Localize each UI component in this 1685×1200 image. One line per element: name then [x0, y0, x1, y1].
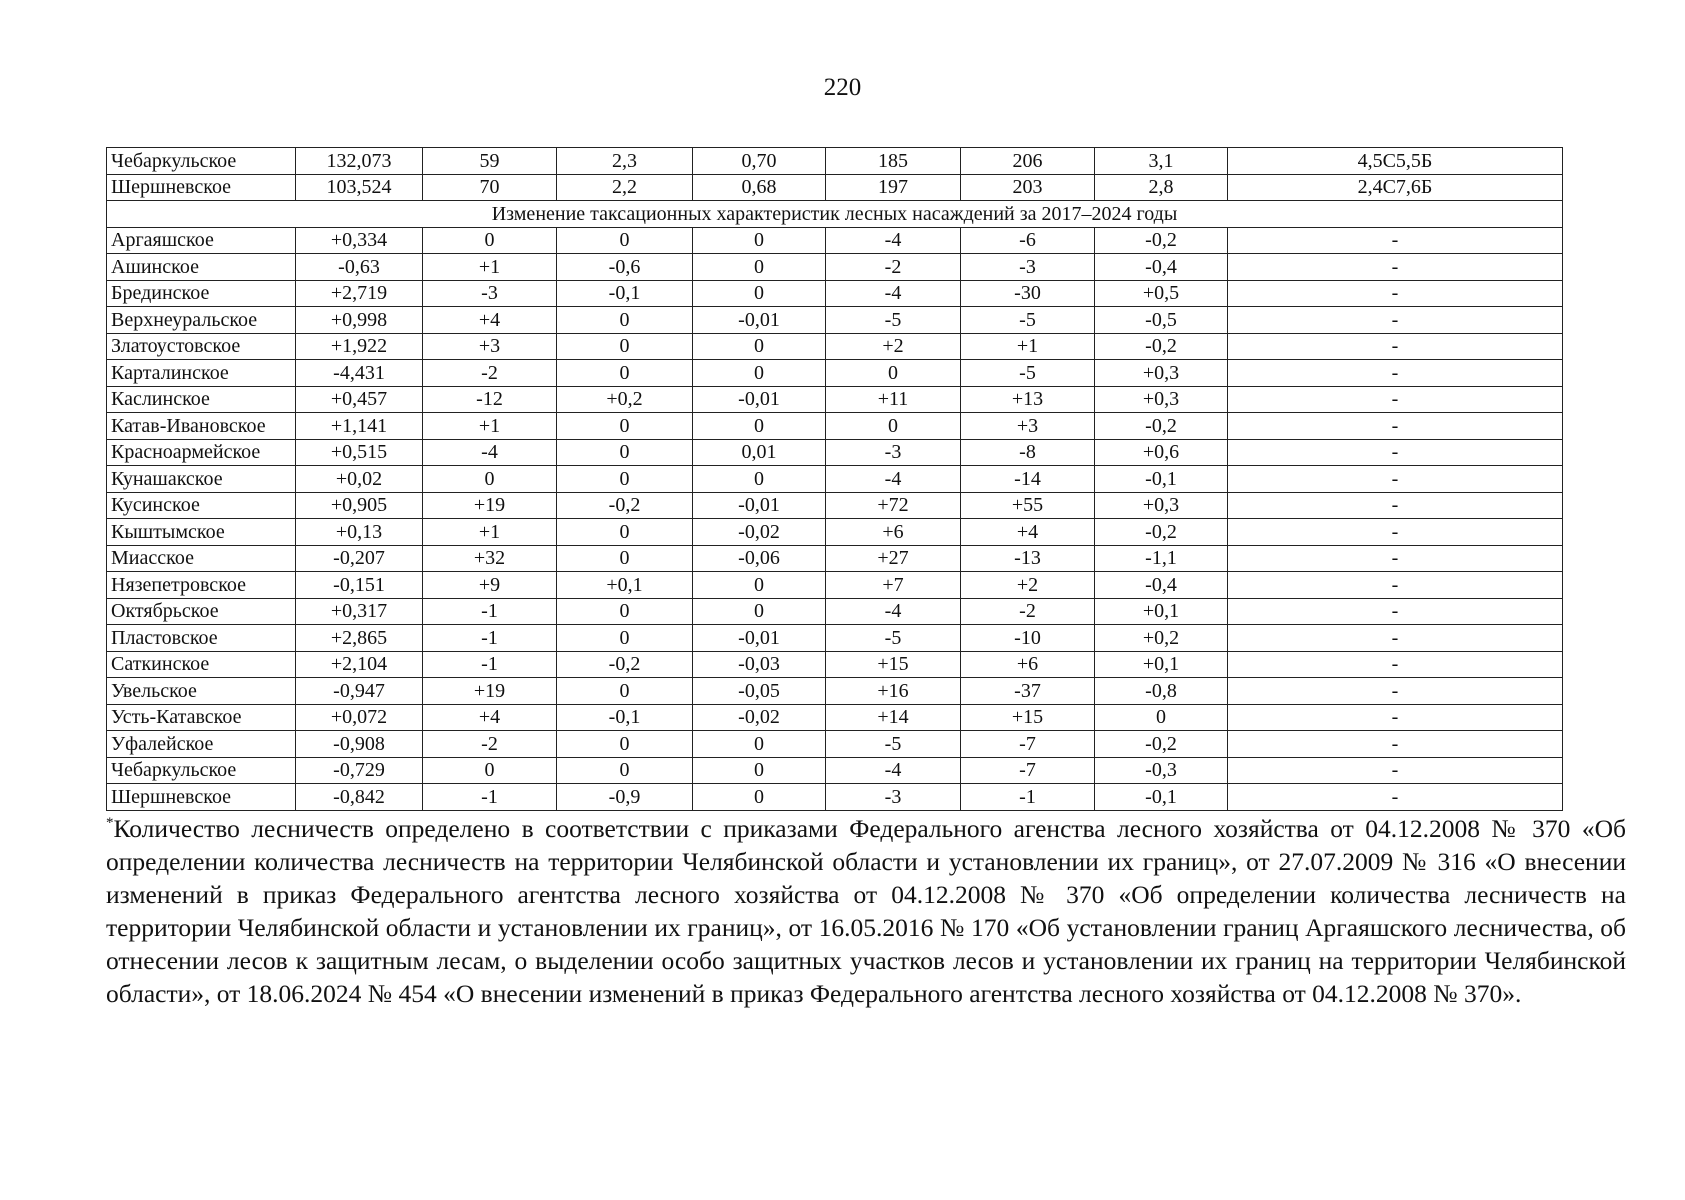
value-cell: -0,02 — [693, 519, 826, 546]
value-cell: - — [1228, 784, 1563, 811]
value-cell: - — [1228, 254, 1563, 281]
value-cell: -2 — [961, 598, 1095, 625]
value-cell: -14 — [961, 466, 1095, 493]
value-cell: 197 — [826, 174, 961, 201]
value-cell: - — [1228, 492, 1563, 519]
value-cell: -0,151 — [296, 572, 423, 599]
value-cell: +0,1 — [557, 572, 693, 599]
section-row — [107, 201, 1563, 228]
value-cell: +0,072 — [296, 704, 423, 731]
value-cell: 0 — [1095, 704, 1228, 731]
forestry-name-cell: Шершневское — [107, 784, 296, 811]
value-cell: +0,1 — [1095, 598, 1228, 625]
value-cell: -12 — [423, 386, 557, 413]
value-cell: 185 — [826, 148, 961, 175]
value-cell: -0,2 — [1095, 227, 1228, 254]
value-cell: - — [1228, 678, 1563, 705]
value-cell: -4 — [826, 227, 961, 254]
section-title: Изменение таксационных характеристик лесных насаждений за 2017–2024 годы — [107, 201, 1563, 228]
value-cell: 206 — [961, 148, 1095, 175]
value-cell: 132,073 — [296, 148, 423, 175]
value-cell: -5 — [826, 731, 961, 758]
value-cell: -7 — [961, 757, 1095, 784]
value-cell: -0,2 — [1095, 519, 1228, 546]
value-cell: +0,02 — [296, 466, 423, 493]
value-cell: - — [1228, 545, 1563, 572]
table-row — [107, 227, 1563, 254]
value-cell: -30 — [961, 280, 1095, 307]
table-row — [107, 519, 1563, 546]
value-cell: -0,4 — [1095, 572, 1228, 599]
table-row — [107, 731, 1563, 758]
value-cell: +72 — [826, 492, 961, 519]
table-row — [107, 439, 1563, 466]
value-cell: 0 — [557, 678, 693, 705]
forestry-name-cell: Увельское — [107, 678, 296, 705]
table-row — [107, 466, 1563, 493]
value-cell: -0,2 — [1095, 333, 1228, 360]
value-cell: -3 — [961, 254, 1095, 281]
value-cell: 0 — [557, 466, 693, 493]
forestry-name-cell: Каслинское — [107, 386, 296, 413]
value-cell: +4 — [961, 519, 1095, 546]
table-row — [107, 307, 1563, 334]
value-cell: -13 — [961, 545, 1095, 572]
value-cell: 0 — [557, 227, 693, 254]
forestry-name-cell: Чебаркульское — [107, 757, 296, 784]
value-cell: 103,524 — [296, 174, 423, 201]
value-cell: +1 — [423, 413, 557, 440]
value-cell: +19 — [423, 492, 557, 519]
table-row — [107, 678, 1563, 705]
table-row — [107, 492, 1563, 519]
value-cell: +4 — [423, 307, 557, 334]
forestry-name-cell: Кунашакское — [107, 466, 296, 493]
value-cell: -7 — [961, 731, 1095, 758]
value-cell: 59 — [423, 148, 557, 175]
value-cell: +0,2 — [557, 386, 693, 413]
value-cell: -2 — [423, 360, 557, 387]
forestry-name-cell: Красноармейское — [107, 439, 296, 466]
value-cell: 0,01 — [693, 439, 826, 466]
value-cell: +6 — [826, 519, 961, 546]
value-cell: +14 — [826, 704, 961, 731]
value-cell: -0,03 — [693, 651, 826, 678]
value-cell: +0,998 — [296, 307, 423, 334]
value-cell: 2,8 — [1095, 174, 1228, 201]
value-cell: -0,947 — [296, 678, 423, 705]
value-cell: +55 — [961, 492, 1095, 519]
forestry-name-cell: Ашинское — [107, 254, 296, 281]
value-cell: - — [1228, 572, 1563, 599]
value-cell: -1 — [423, 598, 557, 625]
table-row — [107, 148, 1563, 175]
table-row — [107, 545, 1563, 572]
value-cell: - — [1228, 227, 1563, 254]
value-cell: 0,68 — [693, 174, 826, 201]
value-cell: - — [1228, 386, 1563, 413]
value-cell: 4,5С5,5Б — [1228, 148, 1563, 175]
value-cell: - — [1228, 731, 1563, 758]
table-row — [107, 333, 1563, 360]
value-cell: +1 — [423, 254, 557, 281]
value-cell: -0,1 — [557, 704, 693, 731]
value-cell: -0,2 — [557, 651, 693, 678]
value-cell: 0 — [557, 333, 693, 360]
value-cell: +1,922 — [296, 333, 423, 360]
value-cell: 203 — [961, 174, 1095, 201]
table-row — [107, 254, 1563, 281]
value-cell: 0 — [557, 545, 693, 572]
forestry-table — [106, 147, 1563, 811]
value-cell: -0,1 — [1095, 784, 1228, 811]
value-cell: 0 — [557, 625, 693, 652]
value-cell: -4 — [826, 280, 961, 307]
forestry-name-cell: Брединское — [107, 280, 296, 307]
value-cell: 0 — [693, 413, 826, 440]
forestry-name-cell: Аргаяшское — [107, 227, 296, 254]
value-cell: - — [1228, 360, 1563, 387]
forestry-name-cell: Саткинское — [107, 651, 296, 678]
value-cell: +2,719 — [296, 280, 423, 307]
value-cell: - — [1228, 333, 1563, 360]
table-row — [107, 280, 1563, 307]
forestry-name-cell: Чебаркульское — [107, 148, 296, 175]
value-cell: +1 — [423, 519, 557, 546]
value-cell: -5 — [961, 360, 1095, 387]
value-cell: +27 — [826, 545, 961, 572]
value-cell: -0,4 — [1095, 254, 1228, 281]
value-cell: -0,1 — [557, 280, 693, 307]
value-cell: -6 — [961, 227, 1095, 254]
value-cell: +0,905 — [296, 492, 423, 519]
table-row — [107, 598, 1563, 625]
value-cell: -0,5 — [1095, 307, 1228, 334]
value-cell: -0,8 — [1095, 678, 1228, 705]
value-cell: -37 — [961, 678, 1095, 705]
value-cell: +6 — [961, 651, 1095, 678]
value-cell: 0 — [693, 598, 826, 625]
value-cell: 0 — [826, 360, 961, 387]
forestry-name-cell: Верхнеуральское — [107, 307, 296, 334]
forestry-name-cell: Златоустовское — [107, 333, 296, 360]
value-cell: - — [1228, 651, 1563, 678]
value-cell: +0,457 — [296, 386, 423, 413]
table-row — [107, 386, 1563, 413]
value-cell: -0,1 — [1095, 466, 1228, 493]
table-row — [107, 360, 1563, 387]
value-cell: 0 — [423, 227, 557, 254]
value-cell: -8 — [961, 439, 1095, 466]
value-cell: +0,3 — [1095, 386, 1228, 413]
value-cell: - — [1228, 598, 1563, 625]
value-cell: 0 — [557, 519, 693, 546]
value-cell: 0 — [693, 757, 826, 784]
value-cell: +13 — [961, 386, 1095, 413]
value-cell: -1 — [423, 784, 557, 811]
value-cell: 0 — [423, 757, 557, 784]
value-cell: -0,6 — [557, 254, 693, 281]
value-cell: 2,3 — [557, 148, 693, 175]
value-cell: -2 — [423, 731, 557, 758]
table-row — [107, 572, 1563, 599]
value-cell: -1 — [423, 651, 557, 678]
value-cell: -1,1 — [1095, 545, 1228, 572]
value-cell: -0,01 — [693, 492, 826, 519]
value-cell: 2,2 — [557, 174, 693, 201]
value-cell: +0,2 — [1095, 625, 1228, 652]
value-cell: 0 — [693, 280, 826, 307]
value-cell: - — [1228, 280, 1563, 307]
value-cell: -0,63 — [296, 254, 423, 281]
value-cell: -0,01 — [693, 307, 826, 334]
value-cell: - — [1228, 466, 1563, 493]
table-row — [107, 784, 1563, 811]
forestry-name-cell: Октябрьское — [107, 598, 296, 625]
table-row — [107, 651, 1563, 678]
value-cell: +1 — [961, 333, 1095, 360]
value-cell: 0 — [693, 466, 826, 493]
value-cell: -0,02 — [693, 704, 826, 731]
footnote — [106, 812, 1626, 1010]
value-cell: 0,70 — [693, 148, 826, 175]
value-cell: +11 — [826, 386, 961, 413]
value-cell: +9 — [423, 572, 557, 599]
value-cell: -0,2 — [557, 492, 693, 519]
footnote-text: Количество лесничеств определено в соответствии с приказами Федерального агенства лесного хозяйства от 04.12.2008 № 370 «Об определении количества лесничеств на территории Челябинской области и установлении их границ», от 27.07.2009 № 316 «О внесении изменений в приказ Федерального агентства лесного хозяйства от 04.12.2008 № 370 «Об определении количества лесничеств на территории Челябинской области и установлении их границ», от 16.05.2016 № 170 «Об установлении границ Аргаяшского лесничества, об отнесении лесов к защитным лесам, о выделении особо защитных участков лесов и установлении их границ на территории Челябинской области», от 18.06.2024 № 454 «О внесении изменений в приказ Федерального агентства лесного хозяйства от 04.12.2008 № 370». — [106, 814, 1626, 1008]
value-cell: -0,2 — [1095, 731, 1228, 758]
value-cell: 0 — [693, 360, 826, 387]
value-cell: -2 — [826, 254, 961, 281]
value-cell: -4 — [826, 466, 961, 493]
table-row — [107, 174, 1563, 201]
value-cell: +19 — [423, 678, 557, 705]
value-cell: -0,842 — [296, 784, 423, 811]
value-cell: 0 — [557, 413, 693, 440]
value-cell: -1 — [423, 625, 557, 652]
value-cell: 0 — [693, 572, 826, 599]
value-cell: -0,729 — [296, 757, 423, 784]
table-row — [107, 413, 1563, 440]
table-body — [107, 148, 1563, 811]
value-cell: +4 — [423, 704, 557, 731]
page-number: 220 — [823, 74, 862, 101]
value-cell: -0,01 — [693, 625, 826, 652]
value-cell: +15 — [961, 704, 1095, 731]
value-cell: 3,1 — [1095, 148, 1228, 175]
value-cell: -4,431 — [296, 360, 423, 387]
value-cell: - — [1228, 704, 1563, 731]
value-cell: +0,6 — [1095, 439, 1228, 466]
value-cell: +0,515 — [296, 439, 423, 466]
forestry-name-cell: Кыштымское — [107, 519, 296, 546]
value-cell: - — [1228, 757, 1563, 784]
value-cell: 0 — [693, 333, 826, 360]
forestry-name-cell: Усть-Катавское — [107, 704, 296, 731]
value-cell: -3 — [826, 439, 961, 466]
table-row — [107, 704, 1563, 731]
value-cell: 0 — [423, 466, 557, 493]
value-cell: -1 — [961, 784, 1095, 811]
value-cell: -0,05 — [693, 678, 826, 705]
value-cell: -4 — [826, 757, 961, 784]
value-cell: -0,06 — [693, 545, 826, 572]
value-cell: 0 — [557, 307, 693, 334]
value-cell: +0,3 — [1095, 360, 1228, 387]
value-cell: +2,104 — [296, 651, 423, 678]
value-cell: -5 — [826, 307, 961, 334]
value-cell: 0 — [693, 254, 826, 281]
value-cell: -3 — [423, 280, 557, 307]
footnote-marker: * — [106, 815, 114, 831]
value-cell: - — [1228, 625, 1563, 652]
value-cell: +2,865 — [296, 625, 423, 652]
value-cell: - — [1228, 413, 1563, 440]
value-cell: +0,13 — [296, 519, 423, 546]
value-cell: 0 — [557, 360, 693, 387]
value-cell: +0,317 — [296, 598, 423, 625]
value-cell: -0,908 — [296, 731, 423, 758]
value-cell: +2 — [961, 572, 1095, 599]
value-cell: -4 — [423, 439, 557, 466]
value-cell: -3 — [826, 784, 961, 811]
value-cell: 0 — [557, 598, 693, 625]
value-cell: +32 — [423, 545, 557, 572]
value-cell: -0,207 — [296, 545, 423, 572]
value-cell: 2,4С7,6Б — [1228, 174, 1563, 201]
value-cell: - — [1228, 439, 1563, 466]
value-cell: +0,1 — [1095, 651, 1228, 678]
value-cell: -5 — [961, 307, 1095, 334]
value-cell: +2 — [826, 333, 961, 360]
forestry-name-cell: Кусинское — [107, 492, 296, 519]
table-row — [107, 757, 1563, 784]
forestry-name-cell: Миасское — [107, 545, 296, 572]
value-cell: 0 — [693, 784, 826, 811]
forestry-name-cell: Нязепетровское — [107, 572, 296, 599]
value-cell: -0,2 — [1095, 413, 1228, 440]
value-cell: +1,141 — [296, 413, 423, 440]
value-cell: +16 — [826, 678, 961, 705]
value-cell: +15 — [826, 651, 961, 678]
value-cell: 0 — [693, 731, 826, 758]
value-cell: +3 — [961, 413, 1095, 440]
value-cell: -4 — [826, 598, 961, 625]
value-cell: 70 — [423, 174, 557, 201]
value-cell: 0 — [693, 227, 826, 254]
value-cell: 0 — [557, 731, 693, 758]
value-cell: -0,3 — [1095, 757, 1228, 784]
forestry-name-cell: Пластовское — [107, 625, 296, 652]
table-row — [107, 625, 1563, 652]
value-cell: -0,9 — [557, 784, 693, 811]
forestry-name-cell: Карталинское — [107, 360, 296, 387]
value-cell: - — [1228, 519, 1563, 546]
value-cell: +0,5 — [1095, 280, 1228, 307]
value-cell: +7 — [826, 572, 961, 599]
value-cell: 0 — [557, 439, 693, 466]
value-cell: -5 — [826, 625, 961, 652]
value-cell: -10 — [961, 625, 1095, 652]
value-cell: +3 — [423, 333, 557, 360]
value-cell: 0 — [557, 757, 693, 784]
value-cell: - — [1228, 307, 1563, 334]
forestry-name-cell: Шершневское — [107, 174, 296, 201]
value-cell: +0,334 — [296, 227, 423, 254]
value-cell: 0 — [826, 413, 961, 440]
value-cell: +0,3 — [1095, 492, 1228, 519]
forestry-name-cell: Катав-Ивановское — [107, 413, 296, 440]
forestry-name-cell: Уфалейское — [107, 731, 296, 758]
value-cell: -0,01 — [693, 386, 826, 413]
